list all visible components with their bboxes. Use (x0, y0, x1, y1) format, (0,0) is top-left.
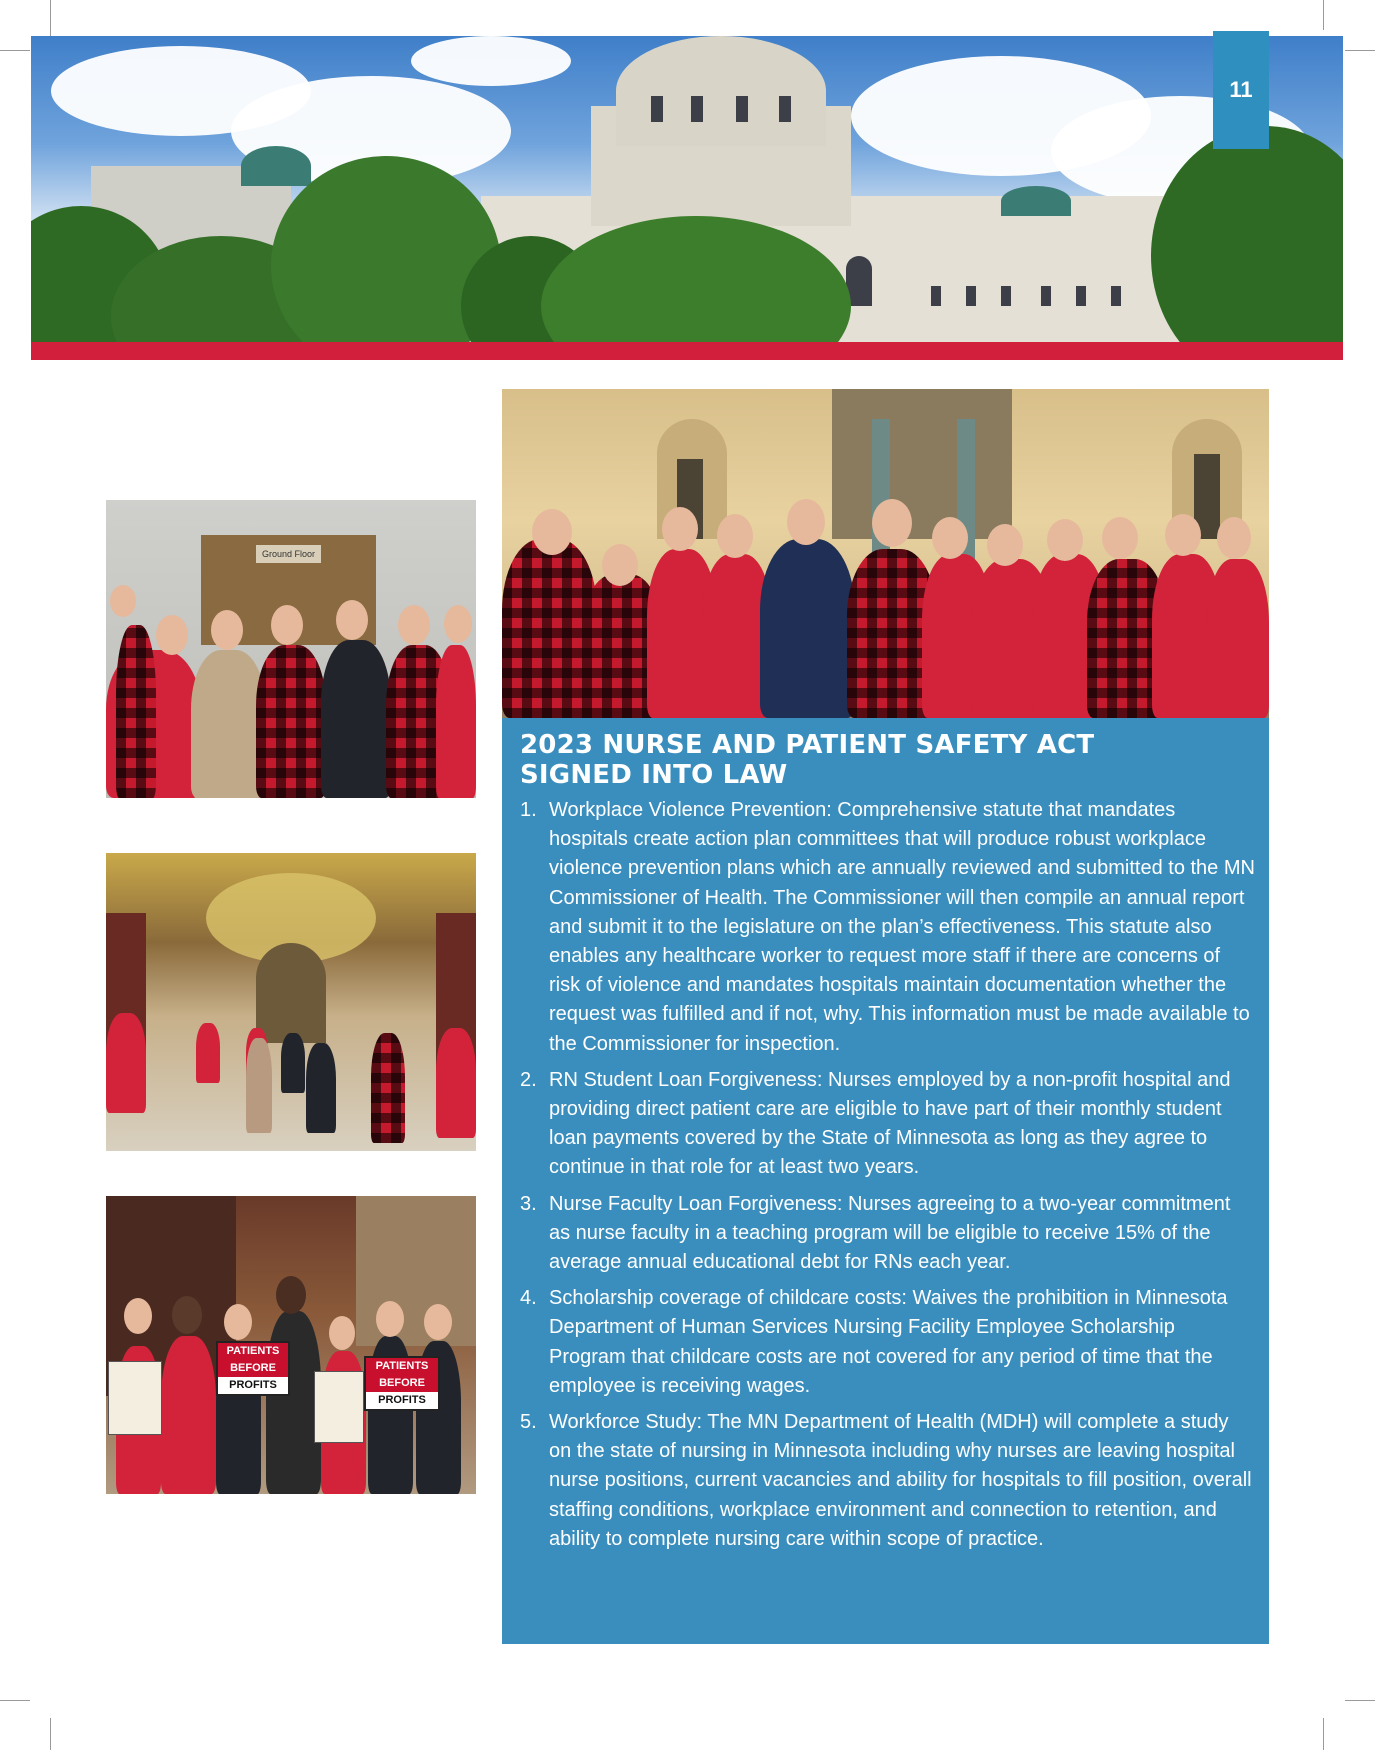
article-title: 2023 NURSE AND PATIENT SAFETY ACT SIGNED INTO LAW (520, 730, 1095, 790)
crop-mark (1345, 1700, 1375, 1701)
crop-mark (1323, 0, 1324, 30)
list-item: 5. Workforce Study: The MN Department of Health (MDH) will complete a study on the state of nursing in Minnesota including why nurses are leaving hospital nurse positions, current vacancies and ability for hospitals to fill position, overall staffing conditions, workplace environment and connection to retention, and ability to complete nursing care within scope of practice. (520, 1411, 1252, 1550)
patients-before-profits-sign: PATIENTS BEFORE PROFITS (364, 1356, 440, 1411)
group-photo-ground-floor (106, 500, 476, 798)
legislation-panel (502, 718, 1269, 1644)
crop-mark (50, 1718, 51, 1750)
crop-mark (1323, 1718, 1324, 1750)
provisions-list (520, 796, 1255, 1561)
banner-red-rule (31, 342, 1343, 360)
page-number-tab (1213, 31, 1269, 149)
crop-mark (50, 0, 51, 40)
door-sign: Ground Floor (256, 545, 321, 563)
crop-mark (0, 50, 30, 51)
page-number: 11 (1229, 77, 1253, 102)
list-item: 2. RN Student Loan Forgiveness: Nurses employed by a non-profit hospital and providing direct patient care are eligible to have part of their monthly student loan payments covered by the State of Minnesota as long as they agree to continue in that role for at least two years. (520, 1068, 1231, 1179)
crop-mark (1345, 50, 1375, 51)
list-item: 3. Nurse Faculty Loan Forgiveness: Nurses agreeing to a two-year commitment as nurse faculty in a teaching program will be eligible to receive 15% of the average annual educational debt for RNs each year. (520, 1192, 1231, 1274)
list-item: 4. Scholarship coverage of childcare costs: Waives the prohibition in Minnesota Department of Human Services Nursing Facility Employee Scholarship Program that childcare costs are not covered for any period of time that the employee is receiving wages. (520, 1287, 1228, 1397)
capitol-banner-photo (31, 36, 1343, 342)
group-photo-signs (106, 1196, 476, 1494)
patients-before-profits-sign: PATIENTS BEFORE PROFITS (216, 1341, 290, 1396)
crop-mark (0, 1700, 30, 1701)
list-item: 1. Workplace Violence Prevention: Comprehensive statute that mandates hospitals create action plan committees that will produce robust workplace violence prevention plans which are annually reviewed and submitted to the MN Commissioner of Health. The Commissioner will then compile an annual report and submit it to the legislature on the plan’s effectiveness. This statute also enables any healthcare worker to request more staff if there are concerns of risk of violence and mandates hospitals maintain documentation whether the request was fulfilled and if not, why. This information must be made available to the Commissioner for inspection. (520, 799, 1255, 1055)
corridor-photo (106, 853, 476, 1151)
group-photo-rotunda (502, 389, 1269, 718)
